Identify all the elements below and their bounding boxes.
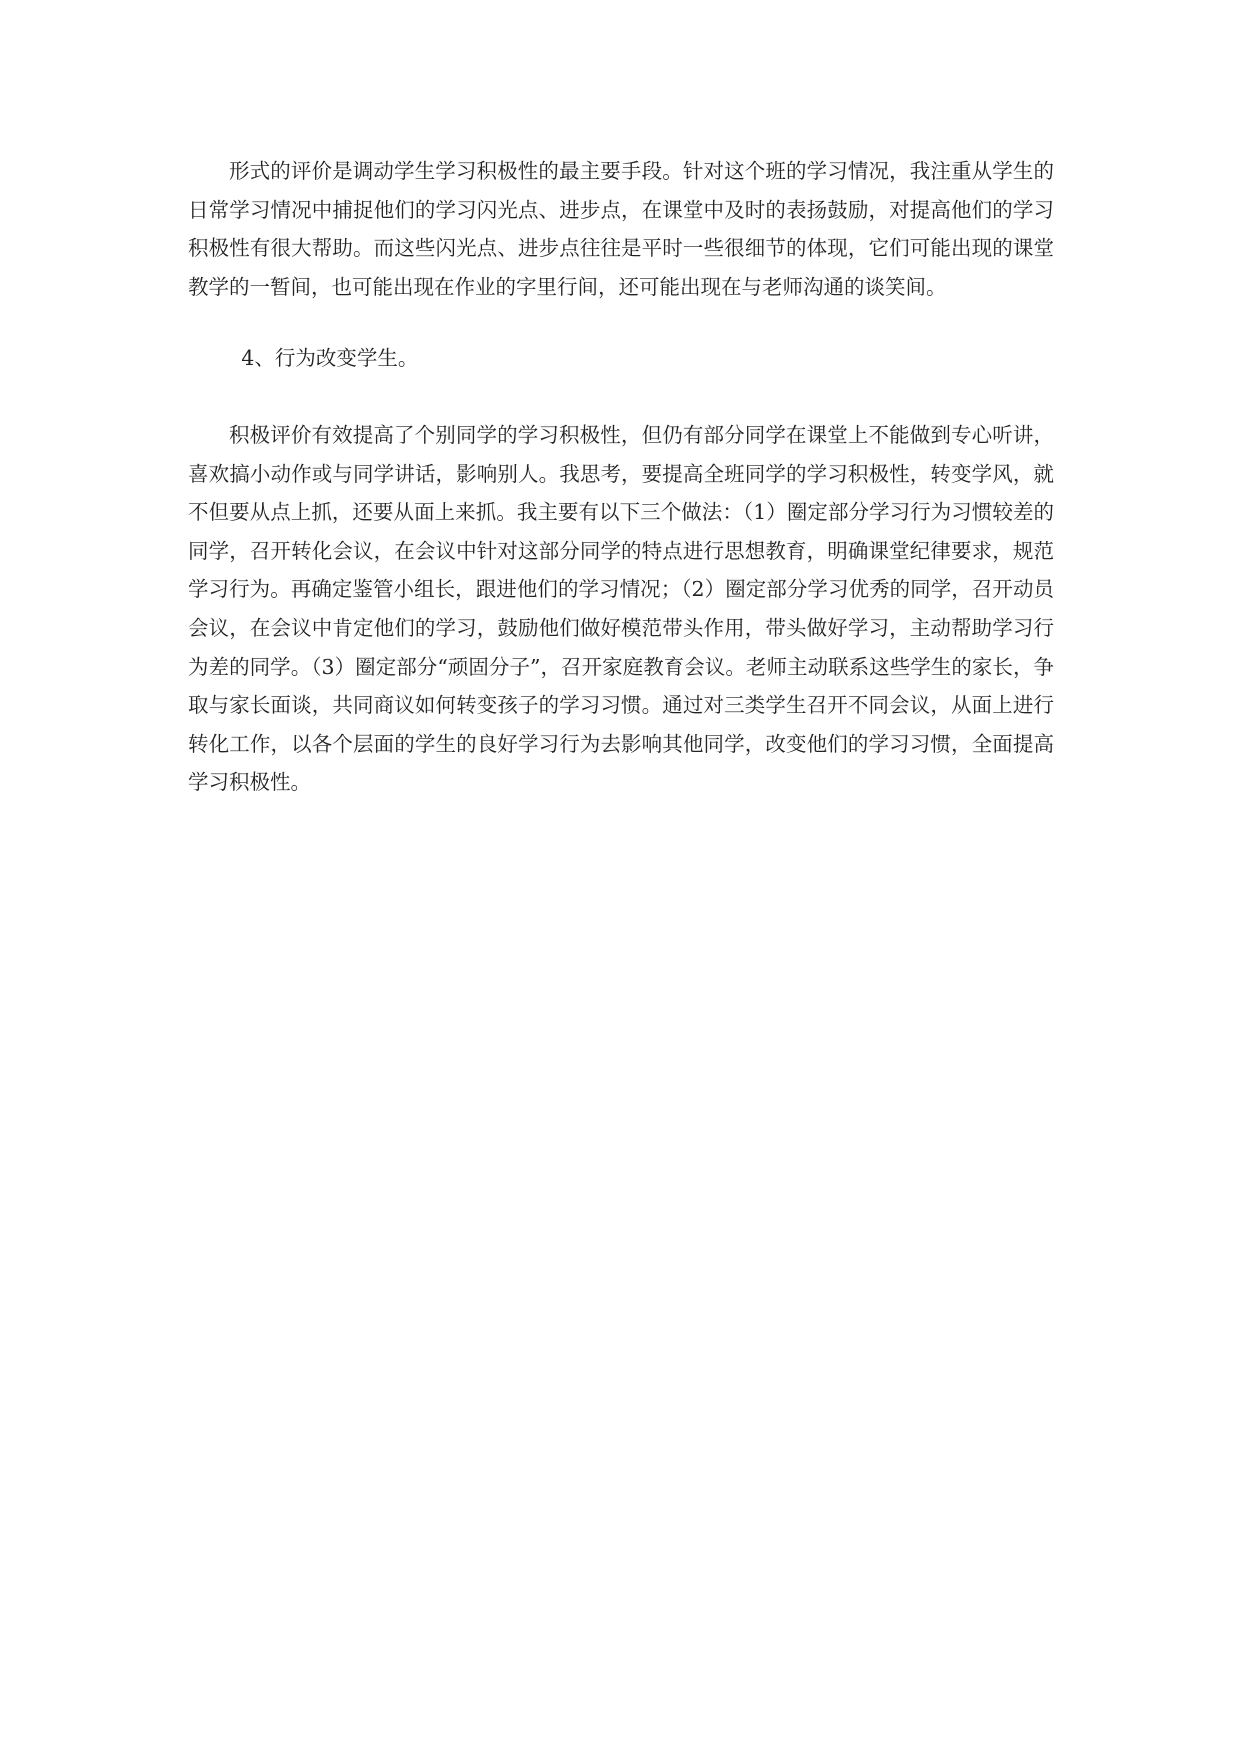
- paragraph-spacer: [188, 378, 1054, 416]
- section-heading: 4、行为改变学生。: [241, 346, 419, 371]
- paragraph-evaluation: 形式的评价是调动学生学习积极性的最主要手段。针对这个班的学习情况，我注重从学生的日常学习情况中捕捉他们的学习闪光点、进步点，在课堂中及时的表扬鼓励，对提高他们的学习积极性有很大帮助。而这些闪光点、进步点往往是平时一些很细节的体现，它们可能出现的课堂教学的一暂间，也可能出现在作业的字里行间，还可能出现在与老师沟通的谈笑间。: [188, 159, 1054, 299]
- paragraph-behavior: 积极评价有效提高了个别同学的学习积极性，但仍有部分同学在课堂上不能做到专心听讲，喜欢搞小动作或与同学讲话，影响别人。我思考，要提高全班同学的学习积极性，转变学风，就不但要从点上抓，还要从面上来抓。我主要有以下三个做法：（1）圈定部分学习行为习惯较差的同学，召开转化会议，在会议中针对这部分同学的特点进行思想教育，明确课堂纪律要求，规范学习行为。再确定鉴管小组长，跟进他们的学习情况；（2）圈定部分学习优秀的同学，召开动员会议，在会议中肯定他们的学习，鼓励他们做好模范带头作用，带头做好学习，主动帮助学习行为差的同学。（3）圈定部分“顽固分子”，召开家庭教育会议。老师主动联系这些学生的家长，争取与家长面谈，共同商议如何转变孩子的学习习惯。通过对三类学生召开不同会议，从面上进行转化工作，以各个层面的学生的良好学习行为去影响其他同学，改变他们的学习习惯，全面提高学习积极性。: [188, 422, 1054, 795]
- paragraph-spacer: [188, 306, 1054, 339]
- document-body: [188, 152, 1054, 802]
